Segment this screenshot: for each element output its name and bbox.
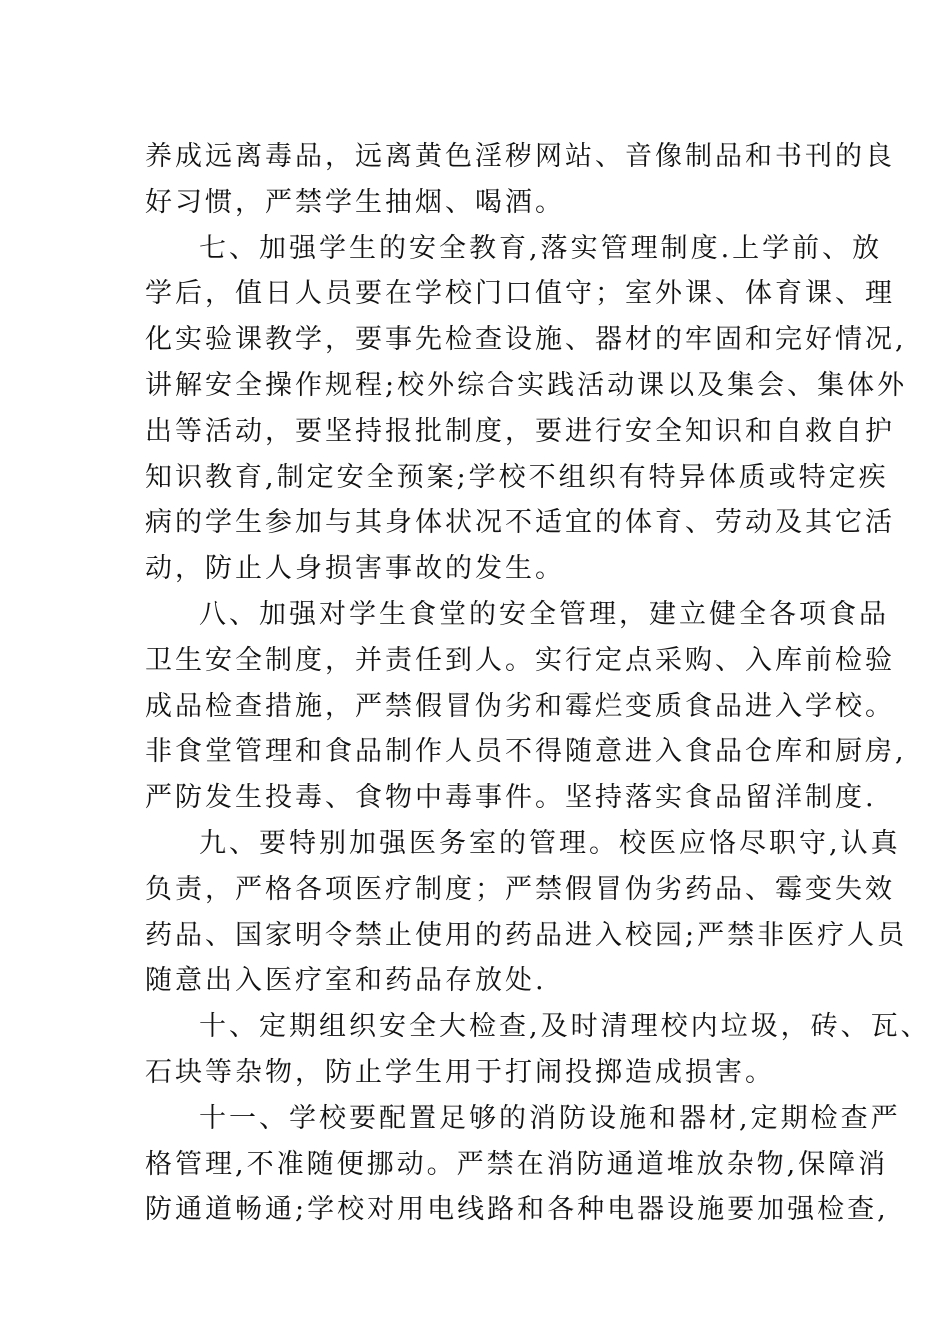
section-7-first-line: 七、加强学生的安全教育,落实管理制度.上学前、放 xyxy=(199,232,883,264)
body-line: 病的学生参加与其身体状况不适宜的体育、劳动及其它活 xyxy=(145,507,895,539)
body-line: 成品检查措施，严禁假冒伪劣和霉烂变质食品进入学校。 xyxy=(145,690,895,722)
body-line: 防通道畅通;学校对用电线路和各种电器设施要加强检查, xyxy=(145,1194,889,1226)
body-line: 养成远离毒品，远离黄色淫秽网站、音像制品和书刊的良 xyxy=(145,141,895,172)
body-line: 格管理,不准随便挪动。严禁在消防通道堆放杂物,保障消 xyxy=(145,1148,889,1180)
body-line: 动，防止人身损害事故的发生。 xyxy=(145,553,565,585)
body-line: 严防发生投毒、食物中毒事件。坚持落实食品留洋制度. xyxy=(145,782,877,814)
body-line: 卫生安全制度，并责任到人。实行定点采购、入库前检验 xyxy=(145,644,895,676)
body-line: 讲解安全操作规程;校外综合实践活动课以及集会、集体外 xyxy=(145,369,908,401)
document-body xyxy=(145,134,931,1233)
section-10-first-line: 十、定期组织安全大检查,及时清理校内垃圾，砖、瓦、 xyxy=(199,1011,931,1043)
body-line: 出等活动，要坚持报批制度，要进行安全知识和自救自护 xyxy=(145,415,895,447)
section-8-first-line: 八、加强对学生食堂的安全管理，建立健全各项食品 xyxy=(199,598,889,630)
body-line: 知识教育,制定安全预案;学校不组织有特异体质或特定疾 xyxy=(145,461,889,493)
body-line: 学后，值日人员要在学校门口值守；室外课、体育课、理 xyxy=(145,278,895,310)
body-line: 药品、国家明令禁止使用的药品进入校园;严禁非医疗人员 xyxy=(145,919,908,951)
body-line: 随意出入医疗室和药品存放处. xyxy=(145,965,547,997)
body-line: 非食堂管理和食品制作人员不得随意进入食品仓库和厨房, xyxy=(145,736,907,768)
section-9-first-line: 九、要特别加强医务室的管理。校医应恪尽职守,认真 xyxy=(199,827,901,859)
body-line: 石块等杂物，防止学生用于打闹投掷造成损害。 xyxy=(145,1056,775,1088)
section-11-first-line: 十一、学校要配置足够的消防设施和器材,定期检查严 xyxy=(199,1102,901,1134)
body-line: 化实验课教学，要事先检查设施、器材的牢固和完好情况, xyxy=(145,324,907,356)
body-line: 负责，严格各项医疗制度；严禁假冒伪劣药品、霉变失效 xyxy=(145,873,895,905)
body-line: 好习惯，严禁学生抽烟、喝酒。 xyxy=(145,186,565,218)
